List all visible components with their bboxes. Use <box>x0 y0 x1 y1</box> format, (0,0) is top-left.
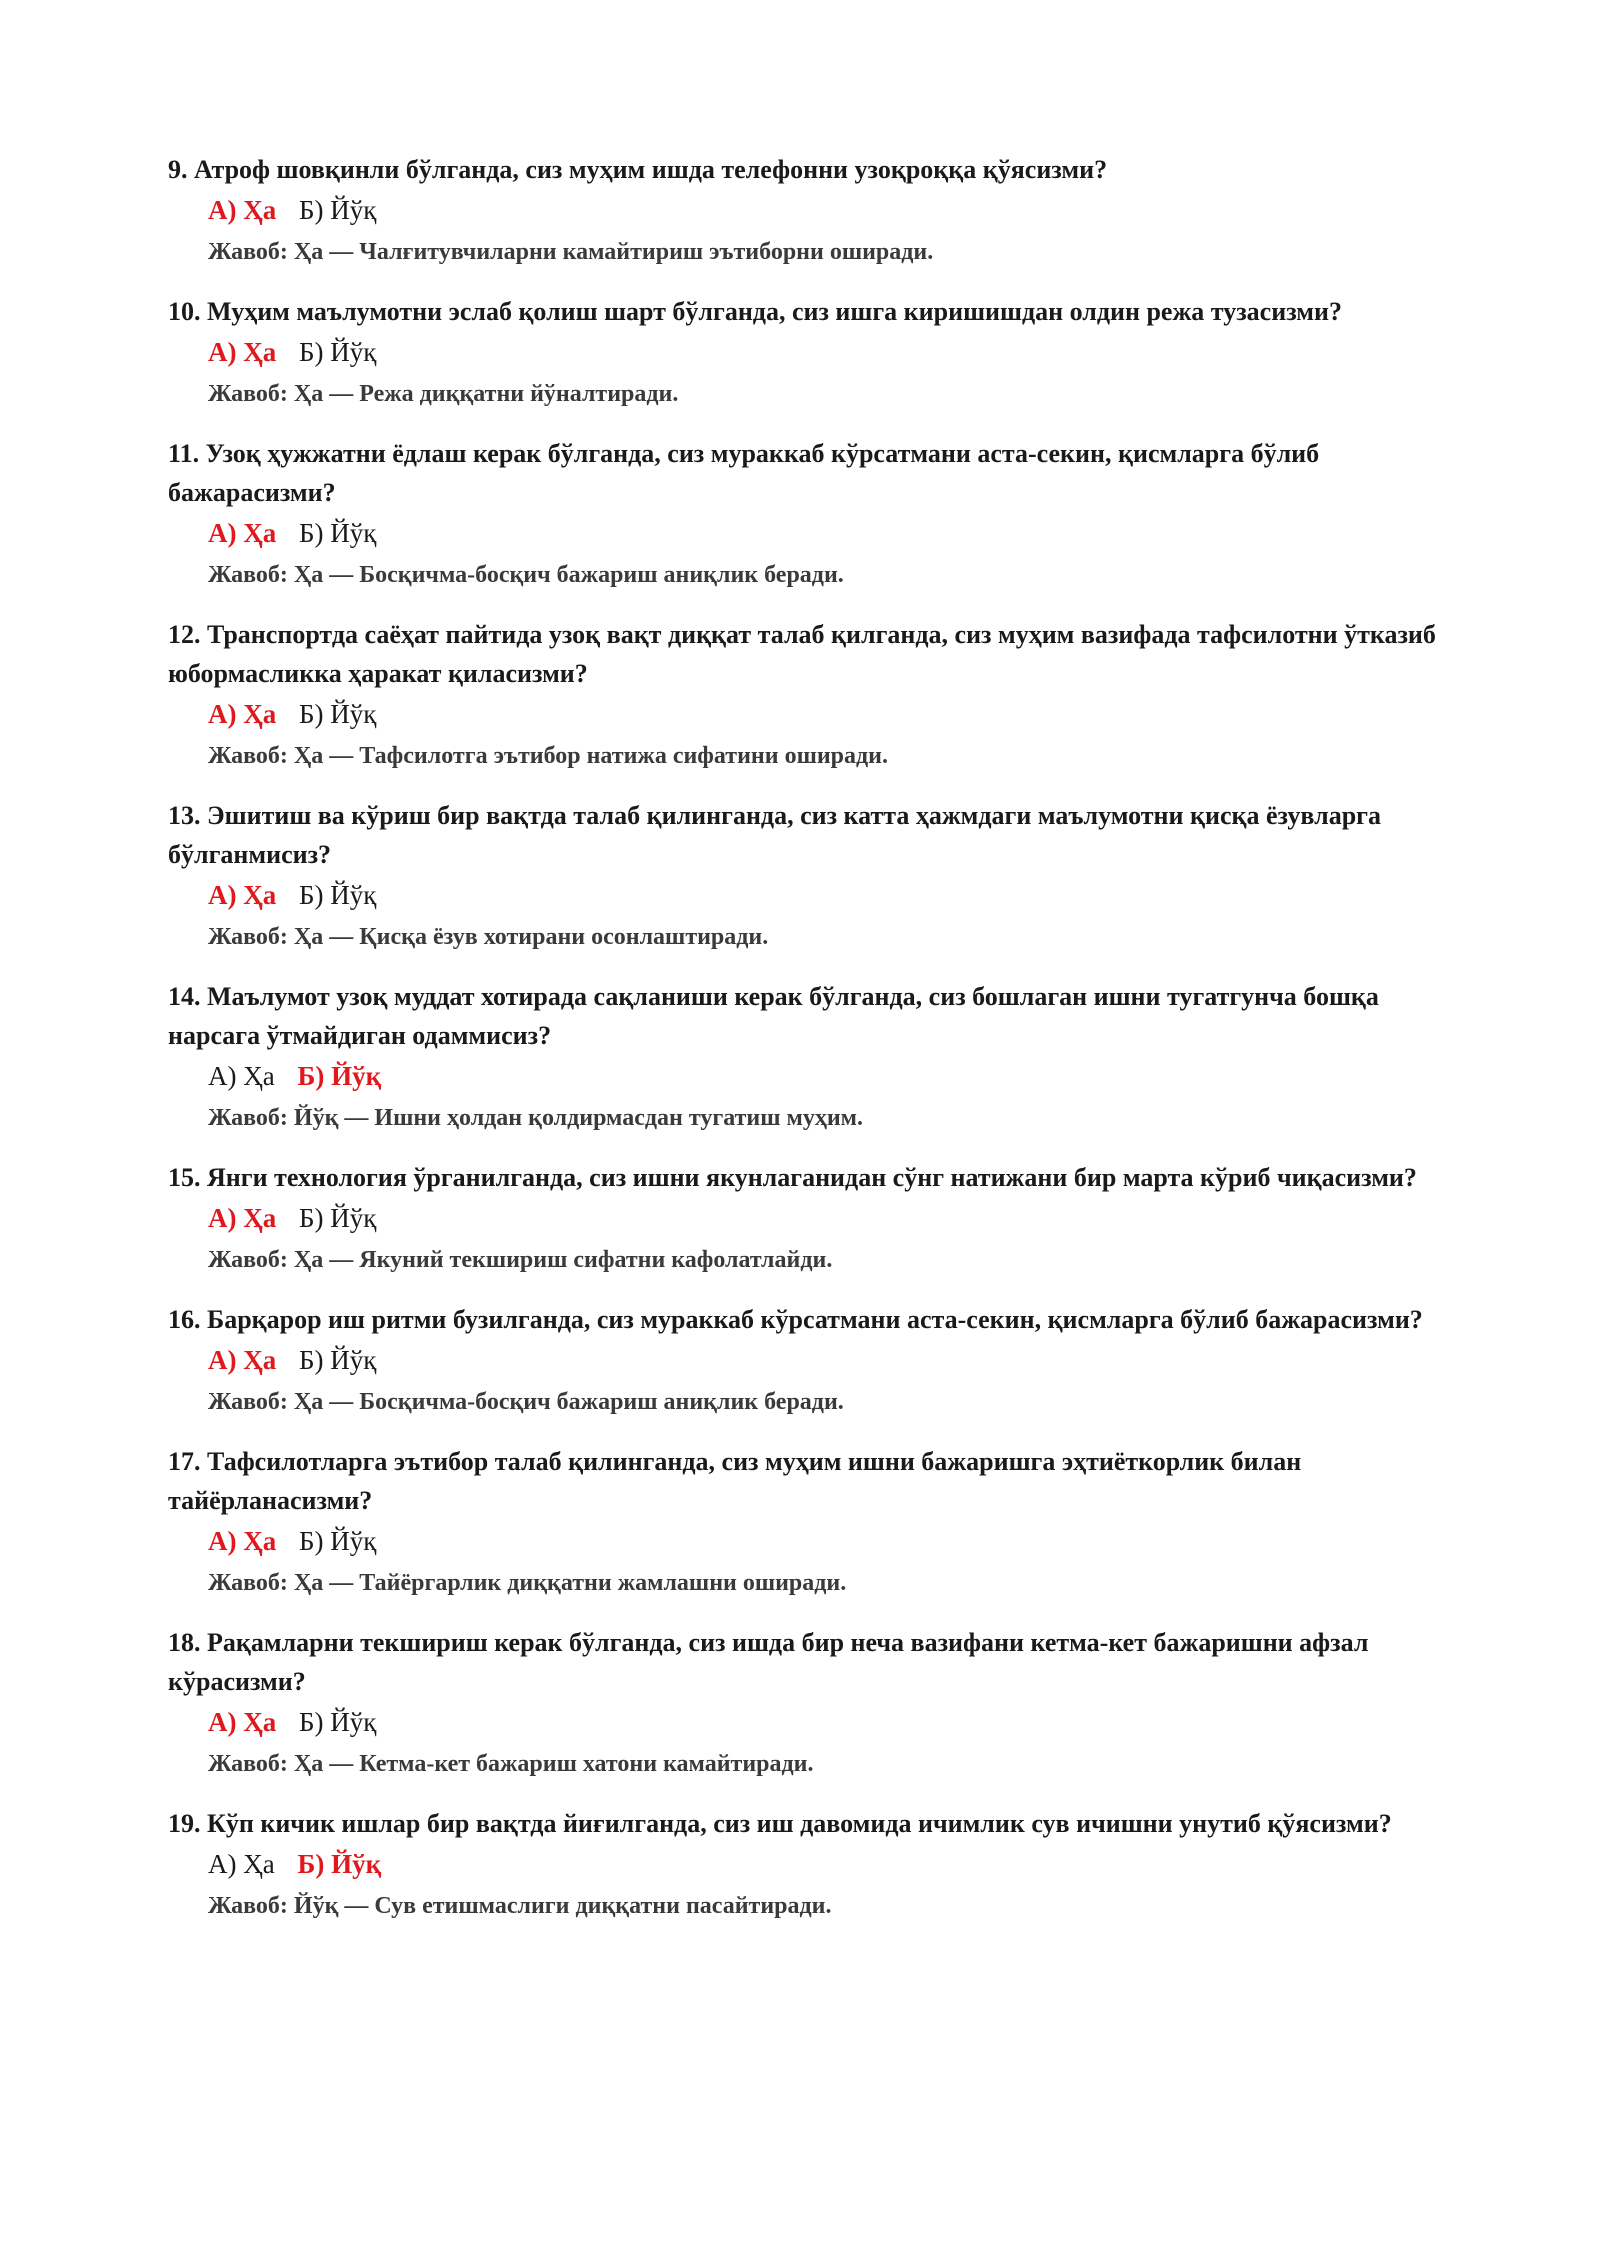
answer-explanation: Жавоб: Йўқ — Сув етишмаслиги диққатни пасайтиради. <box>208 1893 832 1919</box>
answer-explanation: Жавоб: Ҳа — Тайёргарлик диққатни жамлашни оширади. <box>208 1570 847 1596</box>
option-a[interactable]: А) Ҳа <box>208 1345 277 1375</box>
question-text: 14. Маълумот узоқ муддат хотирада сақланиши керак бўлганда, сиз бошлаган ишни тугатгунча бошқа нарсага ўтмайдиган одаммисиз? <box>168 982 1379 1050</box>
option-a[interactable]: А) Ҳа <box>208 1707 277 1737</box>
option-a[interactable]: А) Ҳа <box>208 518 277 548</box>
question-text: 15. Янги технология ўрганилганда, сиз ишни якунлаганидан сўнг натижани бир марта кўриб чиқасизми? <box>168 1163 1417 1192</box>
question-text: 13. Эшитиш ва кўриш бир вақтда талаб қилинганда, сиз катта ҳажмдаги маълумотни қисқа ёзувларга бўлганмисиз? <box>168 801 1381 869</box>
option-b[interactable]: Б) Йўқ <box>297 1061 382 1091</box>
answer-explanation: Жавоб: Ҳа — Режа диққатни йўналтиради. <box>208 381 679 407</box>
answer-options <box>168 1843 1458 1885</box>
answer-explanation: Жавоб: Ҳа — Босқичма-босқич бажариш аниқлик беради. <box>208 1389 844 1415</box>
answer-explanation: Жавоб: Ҳа — Чалғитувчиларни камайтириш эътиборни оширади. <box>208 239 934 265</box>
option-b[interactable]: Б) Йўқ <box>299 1707 377 1737</box>
answer-explanation: Жавоб: Ҳа — Қисқа ёзув хотирани осонлаштиради. <box>208 924 769 950</box>
question-text: 19. Кўп кичик ишлар бир вақтда йиғилганда, сиз иш давомида ичимлик сув ичишни унутиб қўясизми? <box>168 1809 1392 1838</box>
option-b[interactable]: Б) Йўқ <box>299 337 377 367</box>
question-block-14 <box>168 977 1458 1139</box>
option-a[interactable]: А) Ҳа <box>208 195 277 225</box>
answer-explanation: Жавоб: Ҳа — Тафсилотга эътибор натижа сифатини оширади. <box>208 743 888 769</box>
question-text: 16. Барқарор иш ритми бузилганда, сиз мураккаб кўрсатмани аста-секин, қисмларга бўлиб бажарасизми? <box>168 1305 1423 1334</box>
option-b[interactable]: Б) Йўқ <box>297 1849 382 1879</box>
question-text: 18. Рақамларни текшириш керак бўлганда, сиз ишда бир неча вазифани кетма-кет бажаришни афзал кўрасизми? <box>168 1628 1369 1696</box>
option-b[interactable]: Б) Йўқ <box>299 1203 377 1233</box>
question-text: 10. Муҳим маълумотни эслаб қолиш шарт бўлганда, сиз ишга киришишдан олдин режа тузасизми? <box>168 297 1342 326</box>
question-block-16 <box>168 1300 1458 1423</box>
answer-options <box>168 1701 1458 1743</box>
question-text: 9. Атроф шовқинли бўлганда, сиз муҳим ишда телефонни узоқроққа қўясизми? <box>168 155 1108 184</box>
question-block-13 <box>168 796 1458 958</box>
question-text: 12. Транспортда саёҳат пайтида узоқ вақт диққат талаб қилганда, сиз муҳим вазифада тафсилотни ўтказиб юбормасликка ҳаракат қиласизми? <box>168 620 1436 688</box>
question-block-19 <box>168 1804 1458 1927</box>
answer-options <box>168 189 1458 231</box>
question-block-11 <box>168 434 1458 596</box>
question-block-17 <box>168 1442 1458 1604</box>
option-a[interactable]: А) Ҳа <box>208 1061 275 1091</box>
answer-options <box>168 512 1458 554</box>
option-b[interactable]: Б) Йўқ <box>299 518 377 548</box>
answer-explanation: Жавоб: Йўқ — Ишни ҳолдан қолдирмасдан тугатиш муҳим. <box>208 1105 864 1131</box>
answer-options <box>168 693 1458 735</box>
answer-options <box>168 1055 1458 1097</box>
option-a[interactable]: А) Ҳа <box>208 1526 277 1556</box>
question-block-9 <box>168 150 1458 273</box>
option-b[interactable]: Б) Йўқ <box>299 1345 377 1375</box>
option-b[interactable]: Б) Йўқ <box>299 699 377 729</box>
question-text: 11. Узоқ ҳужжатни ёдлаш керак бўлганда, сиз мураккаб кўрсатмани аста-секин, қисмларга бўлиб бажарасизми? <box>168 439 1320 507</box>
question-block-15 <box>168 1158 1458 1281</box>
question-block-10 <box>168 292 1458 415</box>
answer-options <box>168 1339 1458 1381</box>
answer-explanation: Жавоб: Ҳа — Босқичма-босқич бажариш аниқлик беради. <box>208 562 844 588</box>
question-block-12 <box>168 615 1458 777</box>
option-a[interactable]: А) Ҳа <box>208 699 277 729</box>
option-a[interactable]: А) Ҳа <box>208 337 277 367</box>
answer-explanation: Жавоб: Ҳа — Якуний текшириш сифатни кафолатлайди. <box>208 1247 833 1273</box>
answer-options <box>168 1520 1458 1562</box>
answer-options <box>168 331 1458 373</box>
option-b[interactable]: Б) Йўқ <box>299 195 377 225</box>
option-a[interactable]: А) Ҳа <box>208 1849 275 1879</box>
option-b[interactable]: Б) Йўқ <box>299 1526 377 1556</box>
question-block-18 <box>168 1623 1458 1785</box>
option-a[interactable]: А) Ҳа <box>208 1203 277 1233</box>
answer-options <box>168 1197 1458 1239</box>
document-page <box>168 150 1458 1946</box>
question-text: 17. Тафсилотларга эътибор талаб қилинганда, сиз муҳим ишни бажаришга эҳтиёткорлик билан тайёрланасизми? <box>168 1447 1302 1515</box>
option-a[interactable]: А) Ҳа <box>208 880 277 910</box>
answer-options <box>168 874 1458 916</box>
answer-explanation: Жавоб: Ҳа — Кетма-кет бажариш хатони камайтиради. <box>208 1751 814 1777</box>
option-b[interactable]: Б) Йўқ <box>299 880 377 910</box>
